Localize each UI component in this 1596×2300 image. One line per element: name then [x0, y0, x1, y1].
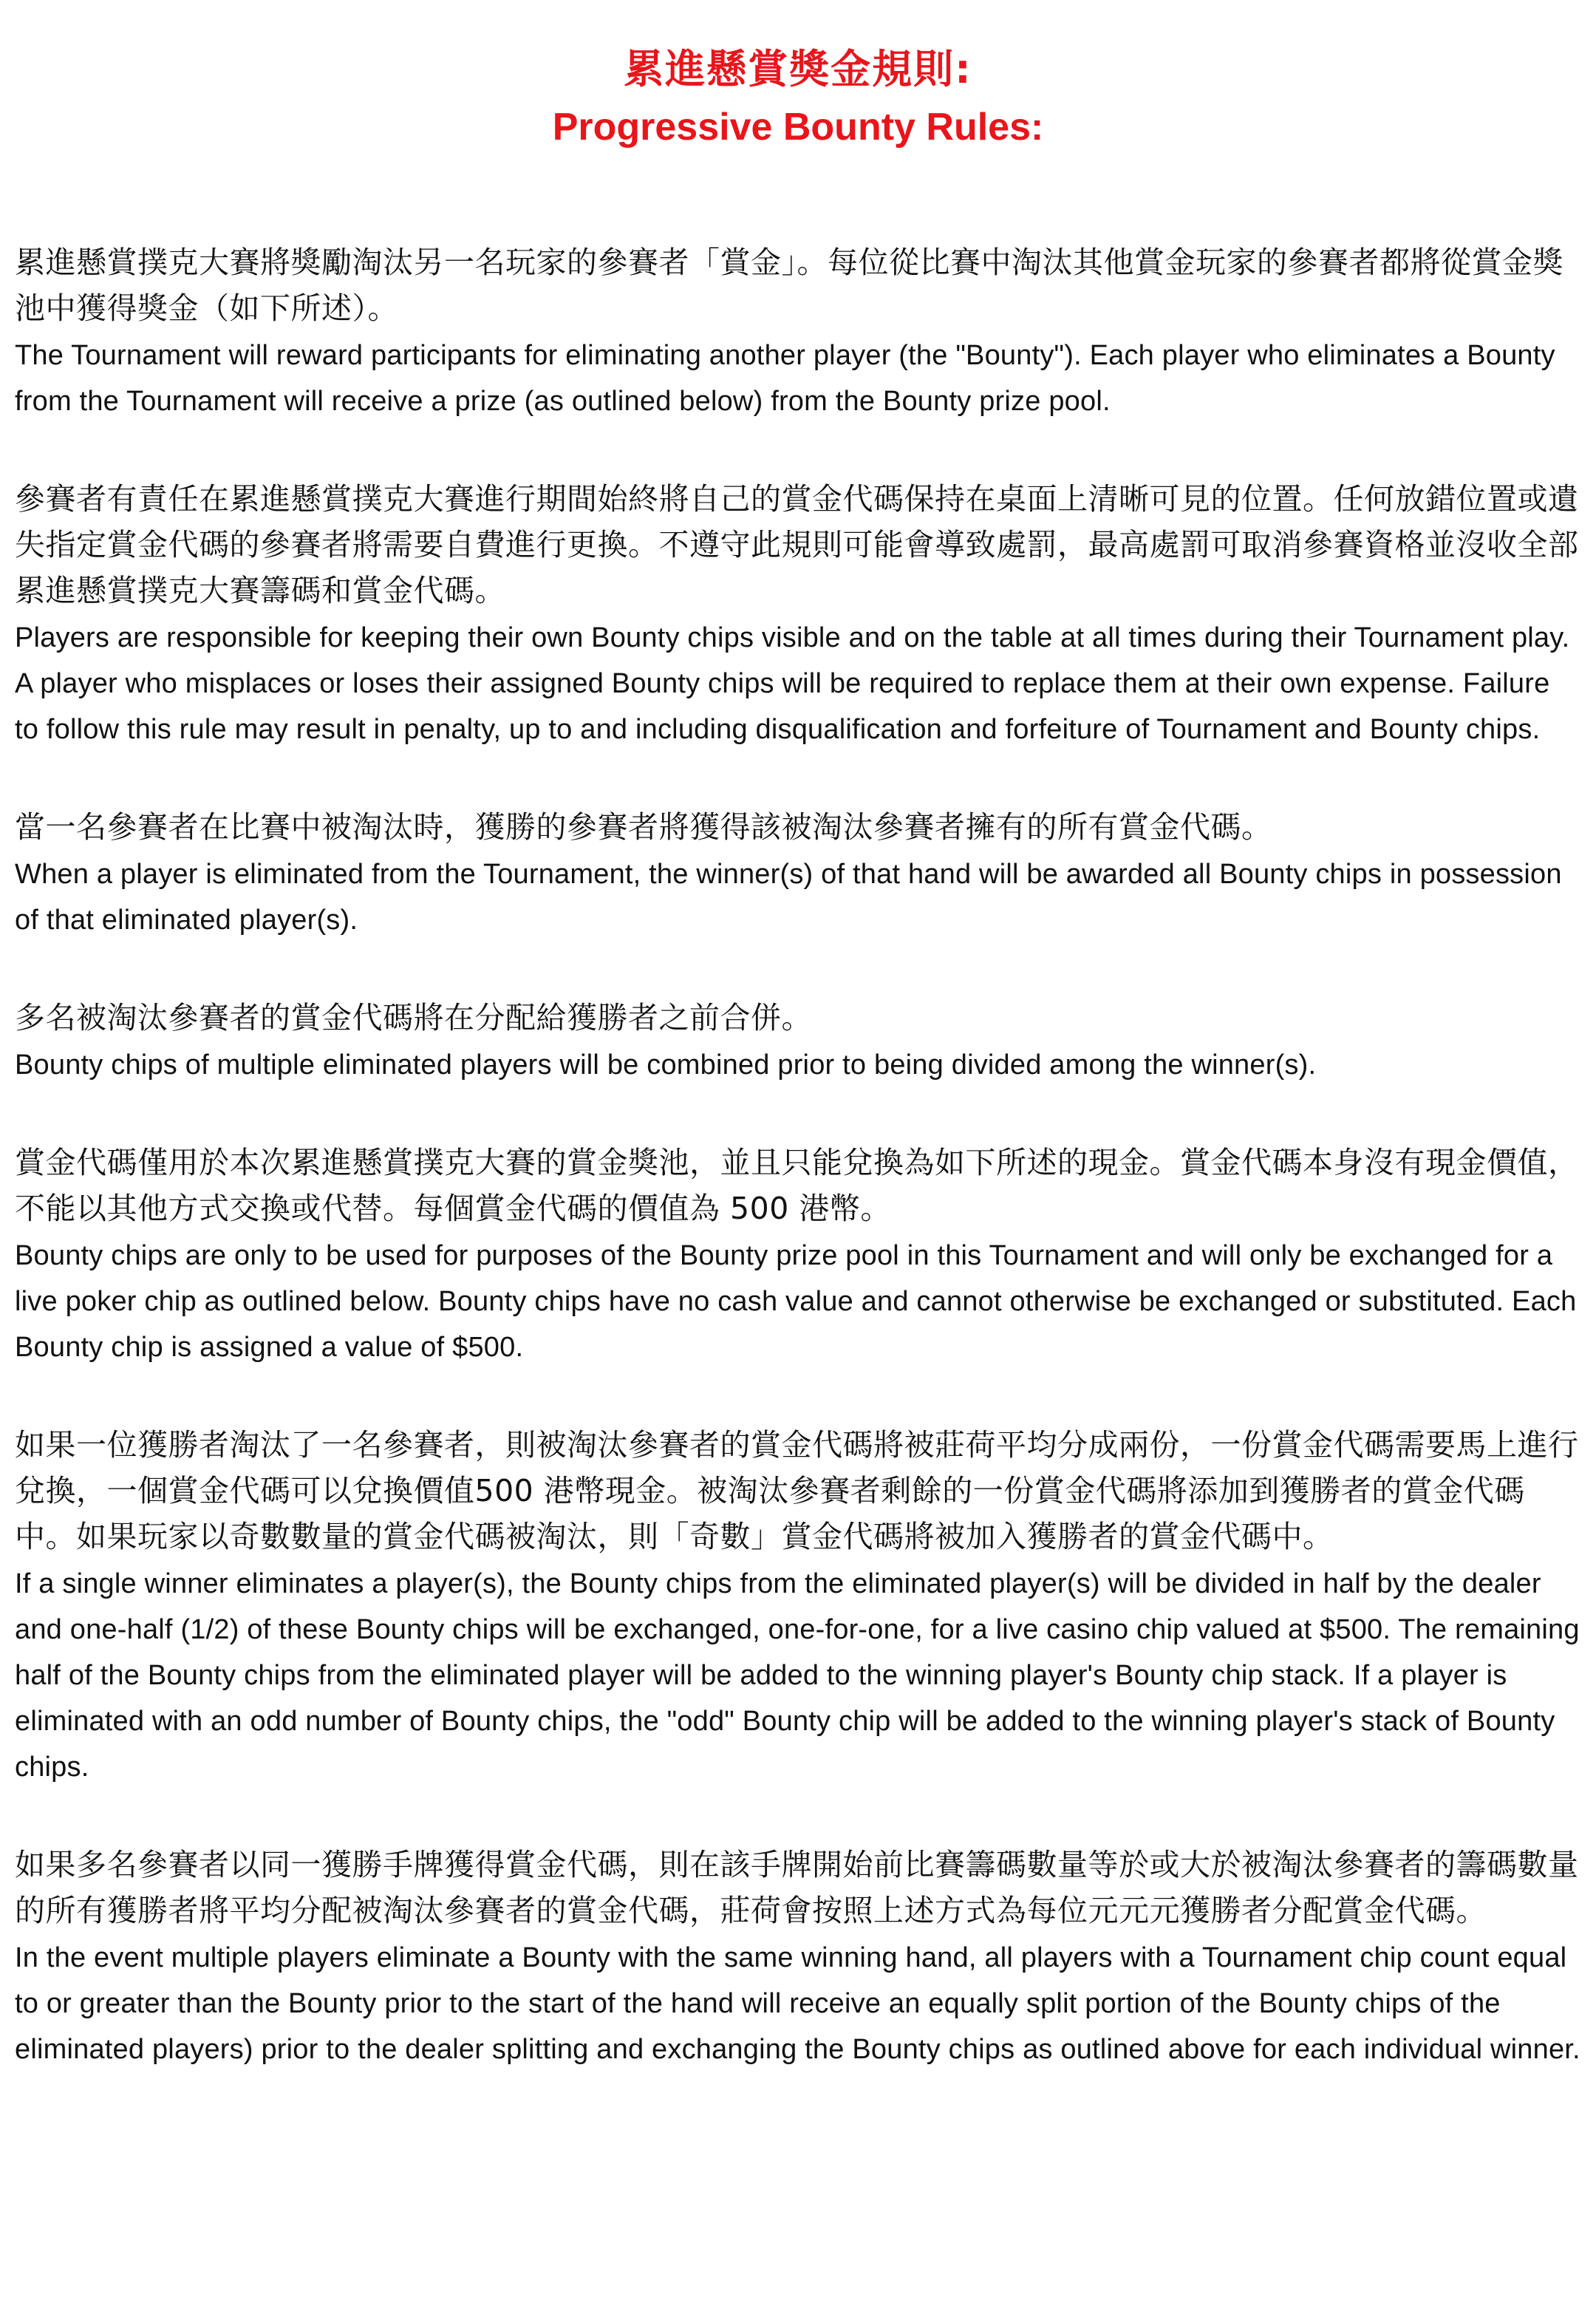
- rule-section-4: [15, 995, 1581, 1088]
- rule-7-english: In the event multiple players eliminate a Bounty with the same winning hand, all players with a Tournament chip count equal to or greater than the Bounty prior to the start of the hand will receive an equally split portion of the Bounty chips of the eliminated players) prior to the dealer splitting and exchanging the Bounty chips as outlined above for each individual winner.: [15, 1942, 1580, 2065]
- rule-6-chinese: 如果一位獲勝者淘汰了一名參賽者，則被淘汰參賽者的賞金代碼將被莊荷平均分成兩份，一份賞金代碼需要馬上進行兌換，一個賞金代碼可以兌換價值500 港幣現金。被淘汰參賽者剩餘的一份賞金代碼將添加到獲勝者的賞金代碼中。如果玩家以奇數數量的賞金代碼被淘汰，則「奇數」賞金代碼將被加入獲勝者的賞金代碼中。: [15, 1427, 1579, 1554]
- rule-3-english: When a player is eliminated from the Tournament, the winner(s) of that hand will be awarded all Bounty chips in possession of that eliminated player(s).: [15, 859, 1562, 936]
- rule-6-english: If a single winner eliminates a player(s), the Bounty chips from the eliminated player(s) will be divided in half by the dealer and one-half (1/2) of these Bounty chips will be exchanged, one-for-one, for a live casino chip valued at $500. The remaining half of the Bounty chips from the eliminated player will be added to the winning player's Bounty chip stack. If a player is eliminated with an odd number of Bounty chips, the "odd" Bounty chip will be added to the winning player's stack of Bounty chips.: [15, 1568, 1580, 1783]
- title-english: Progressive Bounty Rules:: [552, 106, 1044, 149]
- rule-5-chinese: 賞金代碼僅用於本次累進懸賞撲克大賽的賞金獎池，並且只能兌換為如下所述的現金。賞金代碼本身沒有現金價值，不能以其他方式交換或代替。每個賞金代碼的價值為 500 港幣。: [15, 1145, 1579, 1226]
- rule-2-chinese: 參賽者有責任在累進懸賞撲克大賽進行期間始終將自己的賞金代碼保持在桌面上清晰可見的位置。任何放錯位置或遺失指定賞金代碼的參賽者將需要自費進行更換。不遵守此規則可能會導致處罰，最高處罰可取消參賽資格並沒收全部累進懸賞撲克大賽籌碼和賞金代碼。: [15, 481, 1579, 608]
- rule-4-chinese: 多名被淘汰參賽者的賞金代碼將在分配給獲勝者之前合併。: [15, 1000, 812, 1035]
- rule-3-chinese: 當一名參賽者在比賽中被淘汰時，獲勝的參賽者將獲得該被淘汰參賽者擁有的所有賞金代碼。: [15, 809, 1272, 845]
- rule-1-chinese: 累進懸賞撲克大賽將獎勵淘汰另一名玩家的參賽者「賞金」。每位從比賽中淘汰其他賞金玩家的參賽者都將從賞金獎池中獲得獎金（如下所述）。: [15, 245, 1563, 326]
- rule-section-1: [15, 239, 1581, 424]
- rule-section-7: [15, 1842, 1581, 2072]
- rule-5-english: Bounty chips are only to be used for purposes of the Bounty prize pool in this Tournament and will only be exchanged for a live poker chip as outlined below. Bounty chips have no cash value and cannot otherwise be exchanged or substituted. Each Bounty chip is assigned a value of $500.: [15, 1240, 1577, 1363]
- rule-7-chinese: 如果多名參賽者以同一獲勝手牌獲得賞金代碼，則在該手牌開始前比賽籌碼數量等於或大於被淘汰參賽者的籌碼數量的所有獲勝者將平均分配被淘汰參賽者的賞金代碼，莊荷會按照上述方式為每位元元元獲勝者分配賞金代碼。: [15, 1847, 1579, 1928]
- title-chinese: 累進懸賞獎金規則:: [624, 46, 972, 92]
- title-block: [15, 38, 1581, 154]
- rule-section-2: [15, 476, 1581, 752]
- rule-section-5: [15, 1140, 1581, 1370]
- rule-2-english: Players are responsible for keeping their own Bounty chips visible and on the table at all times during their Tournament play. A player who misplaces or loses their assigned Bounty chips will be required to replace them at their own expense. Failure to follow this rule may result in penalty, up to and including disqualification and forfeiture of Tournament and Bounty chips.: [15, 622, 1570, 745]
- rule-section-3: [15, 804, 1581, 943]
- rule-4-english: Bounty chips of multiple eliminated players will be combined prior to being divided among the winner(s).: [15, 1049, 1317, 1081]
- rule-1-english: The Tournament will reward participants for eliminating another player (the "Bounty"). Each player who eliminates a Bounty from the Tournament will receive a prize (as outlined below) from the Bounty prize pool.: [15, 340, 1555, 417]
- rule-section-6: [15, 1422, 1581, 1790]
